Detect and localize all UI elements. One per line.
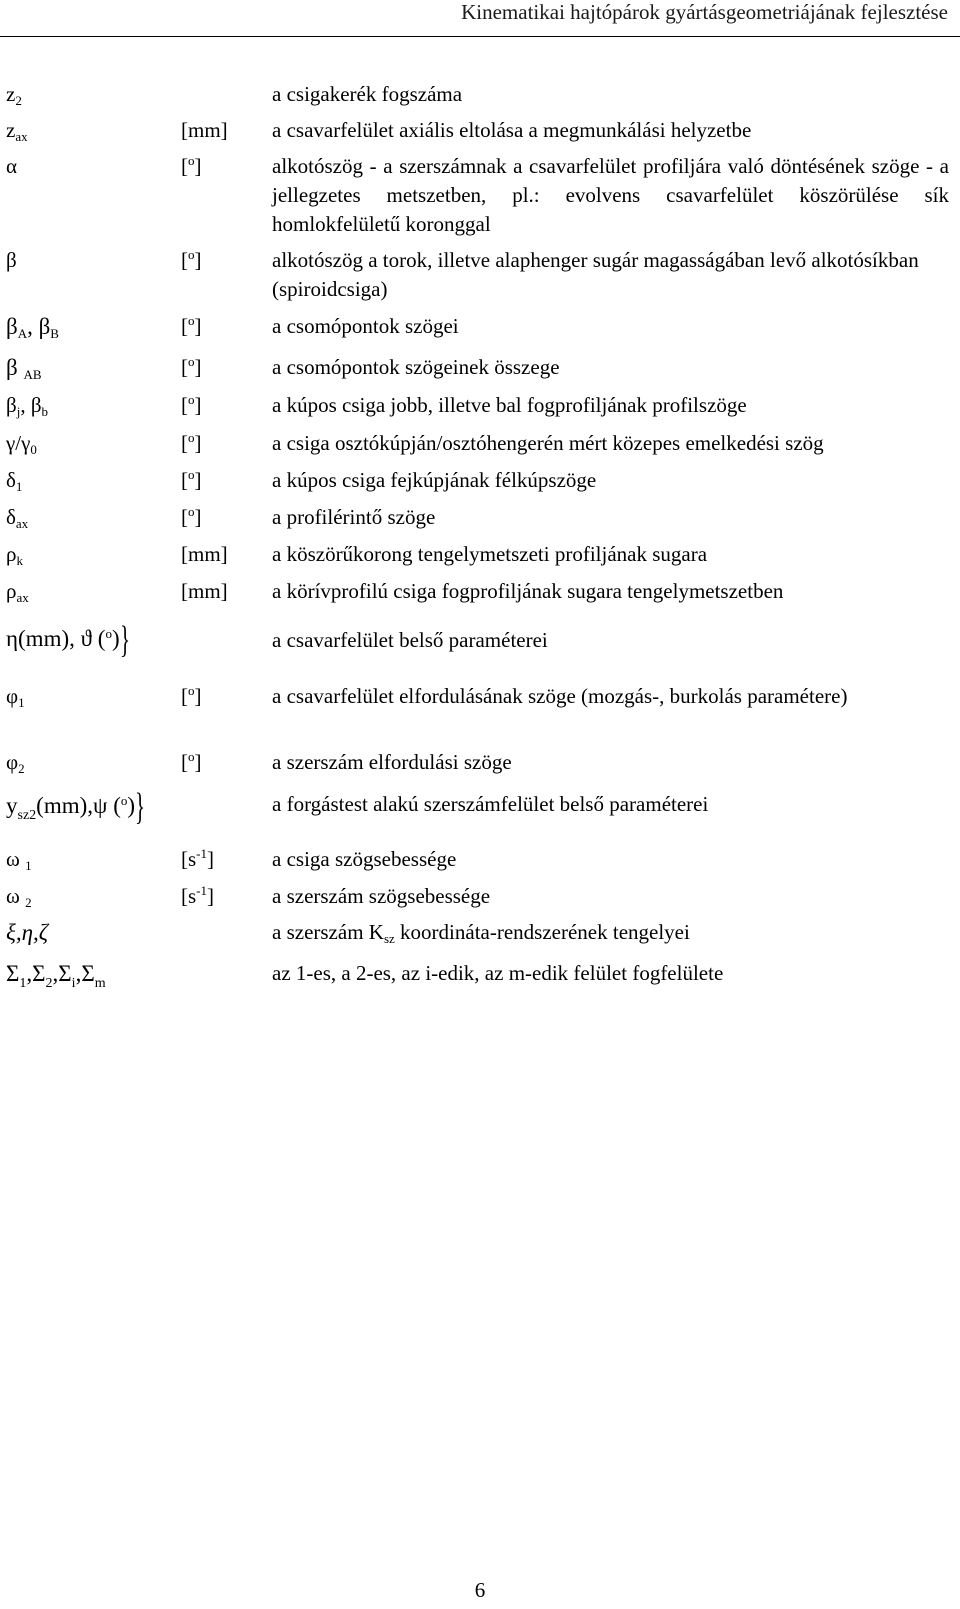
unit: [mm] xyxy=(181,118,228,142)
description: a csavarfelület axiális eltolása a megmunkálási helyzetbe xyxy=(272,118,752,142)
description: a profilérintő szöge xyxy=(272,505,436,529)
page-number: 6 xyxy=(474,1578,486,1602)
description: a csomópontok szögei xyxy=(272,314,459,338)
unit: [$^o$] xyxy=(181,247,202,272)
symbol-delta-1: $\delta_1$ xyxy=(6,468,23,494)
symbol-z2: $z_2$ xyxy=(6,82,22,108)
description: a csiga osztókúpján/osztóhengerén mért közepes emelkedési szög xyxy=(272,431,824,455)
symbol-sigma: $\Sigma_1,\Sigma_2,\Sigma_i,\Sigma_m$ xyxy=(6,961,106,991)
unit: $[s^{-1}]$ xyxy=(181,846,215,871)
description: a szerszám elfordulási szöge xyxy=(272,750,512,774)
description: a köszörűkorong tengelymetszeti profiljának sugara xyxy=(272,542,708,566)
unit: [$^o$] xyxy=(181,467,202,492)
unit: [$^o$] xyxy=(181,354,202,379)
unit: [$^o$] xyxy=(181,153,202,178)
symbol-zax: $z_{ax}$ xyxy=(6,118,28,144)
symbol-alpha: α xyxy=(6,154,18,178)
unit: [$^o$] xyxy=(181,430,202,455)
description: a csiga szögsebessége xyxy=(272,847,457,871)
description: a szerszám szögsebessége xyxy=(272,884,491,908)
description: alkotószög a torok, illetve alaphenger sugár magasságában levő alkotósíkban (spiroidcsiga) xyxy=(272,248,919,301)
description: a kúpos csiga jobb, illetve bal fogprofiljának profilszöge xyxy=(272,393,747,417)
unit: [$^o$] xyxy=(181,683,202,708)
symbol-eta-theta: η(mm), ϑ ($^o$)} xyxy=(6,619,130,661)
description: alkotószög - a szerszámnak a csavarfelület profiljára való döntésének szöge - a jellegzetes metszetben, pl.: evolvens csavarfelület köszörülése sík homlokfelületű koronggal xyxy=(272,154,949,236)
symbol-beta-a-beta-b: $\beta_A$, $\beta_B$ xyxy=(6,314,59,341)
symbol-omega-2: ω $_2$ xyxy=(6,884,32,910)
description: a csomópontok szögeinek összege xyxy=(272,355,560,379)
symbol-rho-k: $\rho_k$ xyxy=(6,542,23,568)
description: az 1-es, a 2-es, az i-edik, az m-edik felület fogfelülete xyxy=(272,961,724,985)
page-header xyxy=(0,0,960,40)
unit: [mm] xyxy=(181,579,228,603)
symbol-gamma: $\gamma/\gamma_0$ xyxy=(6,431,37,457)
description: a csavarfelület elfordulásának szöge (mozgás-, burkolás paramétere) xyxy=(272,684,848,708)
symbol-beta-ab: β $_{AB}$ xyxy=(6,355,42,382)
unit: [$^o$] xyxy=(181,749,202,774)
symbol-phi-2: $\varphi_2$ xyxy=(6,750,25,776)
unit: [$^o$] xyxy=(181,504,202,529)
running-title: Kinematikai hajtópárok gyártásgeometriájának fejlesztése xyxy=(461,0,948,24)
symbol-omega-1: ω $_1$ xyxy=(6,847,32,873)
description: a körívprofilú csiga fogprofiljának sugara tengelymetszetben xyxy=(272,579,784,603)
description: a csigakerék fogszáma xyxy=(272,82,463,106)
unit: $[s^{-1}]$ xyxy=(181,883,215,908)
symbol-phi-1: $\varphi_1$ xyxy=(6,684,25,710)
description: a kúpos csiga fejkúpjának félkúpszöge xyxy=(272,468,597,492)
symbol-beta: β xyxy=(6,248,17,272)
description: a csavarfelület belső paraméterei xyxy=(272,628,548,652)
symbol-delta-ax: $\delta_{ax}$ xyxy=(6,505,29,531)
header-rule xyxy=(0,36,960,37)
symbol-beta-j-beta-b: $\beta_j$, $\beta_b$ xyxy=(6,393,48,419)
description: a forgástest alakú szerszámfelület belső paraméterei xyxy=(272,792,709,816)
unit: [$^o$] xyxy=(181,313,202,338)
unit: [mm] xyxy=(181,542,228,566)
unit: [$^o$] xyxy=(181,392,202,417)
symbol-xi-eta-zeta: ξ,η,ζ xyxy=(6,920,49,945)
description: a szerszám $K_{sz}$ koordináta-rendszerének tengelyei xyxy=(272,920,690,946)
symbol-rho-ax: $\rho_{ax}$ xyxy=(6,579,29,605)
symbol-ysz2-psi: $y_{sz2}(mm),\psi$ ($^o$)} xyxy=(6,786,146,828)
